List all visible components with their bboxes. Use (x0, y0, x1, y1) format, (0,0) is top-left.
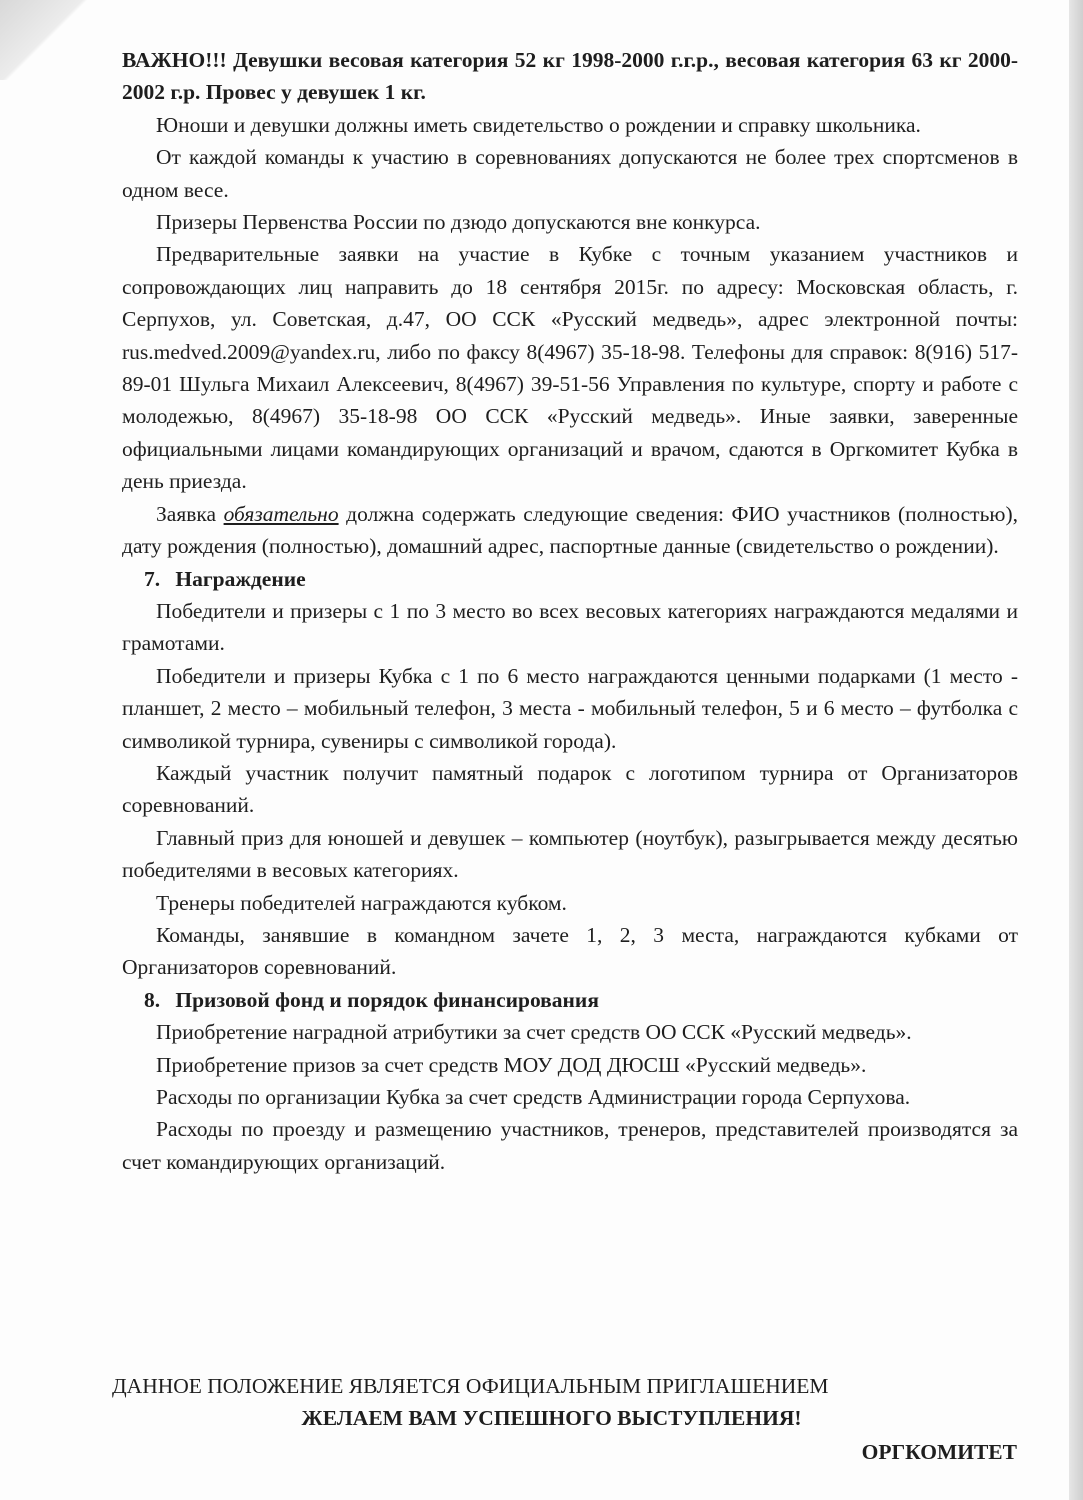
page-edge-shadow (1069, 0, 1083, 1500)
paragraph: Команды, занявшие в командном зачете 1, 2, 3 места, награждаются кубками от Организаторов соревнований. (122, 922, 1018, 980)
section-number: 7. (144, 566, 161, 591)
paragraph: От каждой команды к участию в соревнованиях допускаются не более трех спортсменов в одном весе. (122, 145, 1018, 202)
organizing-committee-signature: ОРГКОМИТЕТ (861, 1440, 1017, 1464)
paragraph: Расходы по проезду и размещению участников, тренеров, представителей производятся за счет командирующих организаций. (122, 1117, 1018, 1174)
good-luck-line: ЖЕЛАЕМ ВАМ УСПЕШНОГО ВЫСТУПЛЕНИЯ! (301, 1406, 802, 1430)
important-notice: ВАЖНО!!! Девушки весовая категория 52 кг 1998-2000 г.г.р., весовая категория 63 кг 2000-2002 г.р. Провес у девушек 1 кг. (122, 48, 1018, 105)
section-number: 8. (144, 987, 161, 1012)
paragraph: Приобретение призов за счет средств МОУ ДОД ДЮСШ «Русский медведь». (156, 1052, 867, 1077)
document-body (122, 44, 1018, 1178)
paragraph: Тренеры победителей награждаются кубком. (156, 890, 567, 915)
paragraph-application-requirements (122, 498, 1018, 563)
paragraph: Расходы по организации Кубка за счет средств Администрации города Серпухова. (156, 1085, 911, 1109)
paragraph: Приобретение наградной атрибутики за счет средств ОО ССК «Русский медведь». (156, 1020, 912, 1045)
paragraph: Победители и призеры с 1 по 3 место во всех весовых категориях награждаются медалями и грамотами. (122, 598, 1018, 656)
paragraph: Каждый участник получит памятный подарок с логотипом турнира от Организаторов соревнований. (122, 760, 1018, 818)
text: должна содержать следующие сведения: ФИО участников (полностью), дату рождения (полностью), домашний адрес, паспортные данные (свидетельство о рождении). (122, 501, 1018, 559)
folded-corner (0, 0, 92, 80)
paragraph: Призеры Первенства России по дзюдо допускаются вне конкурса. (156, 210, 761, 235)
section-heading-7 (122, 563, 1018, 595)
section-heading-8 (122, 984, 1018, 1016)
official-invitation-line: ДАННОЕ ПОЛОЖЕНИЕ ЯВЛЯЕТСЯ ОФИЦИАЛЬНЫМ ПРИГЛАШЕНИЕМ (112, 1374, 829, 1398)
section-title: Призовой фонд и порядок финансирования (175, 987, 599, 1012)
paragraph: Юноши и девушки должны иметь свидетельство о рождении и справку школьника. (156, 112, 921, 137)
section-title: Награждение (175, 566, 306, 591)
emphasis-text: обязательно (223, 501, 339, 526)
paragraph: Главный приз для юношей и девушек – компьютер (ноутбук), разыгрывается между десятью победителями в весовых категориях. (122, 825, 1018, 883)
paragraph-applications: Предварительные заявки на участие в Кубке с точным указанием участников и сопровождающих лиц направить до 18 сентября 2015г. по адресу: Московская область, г. Серпухов, ул. Советская, д.47, ОО ССК «Русский медведь», адрес электронной почты: rus.medved.2009@yandex.ru, либо по факсу 8(4967) 35-18-98. Телефоны для справок: 8(916) 517-89-01 Шульга Михаил Алексеевич, 8(4967) 39-51-56 Управления по культуре, спорту и работе с молодежью, 8(4967) 35-18-98 ОО ССК «Русский медведь». Иные заявки, заверенные официальными лицами командирующих организаций и врачом, сдаются в Оргкомитет Кубка в день приезда. (122, 242, 1018, 494)
text: Заявка (156, 501, 224, 526)
paragraph: Победители и призеры Кубка с 1 по 6 место награждаются ценными подарками (1 место - планшет, 2 место – мобильный телефон, 3 места - мобильный телефон, 5 и 6 место – футболка с символикой турнира, сувениры с символикой города). (122, 663, 1018, 753)
